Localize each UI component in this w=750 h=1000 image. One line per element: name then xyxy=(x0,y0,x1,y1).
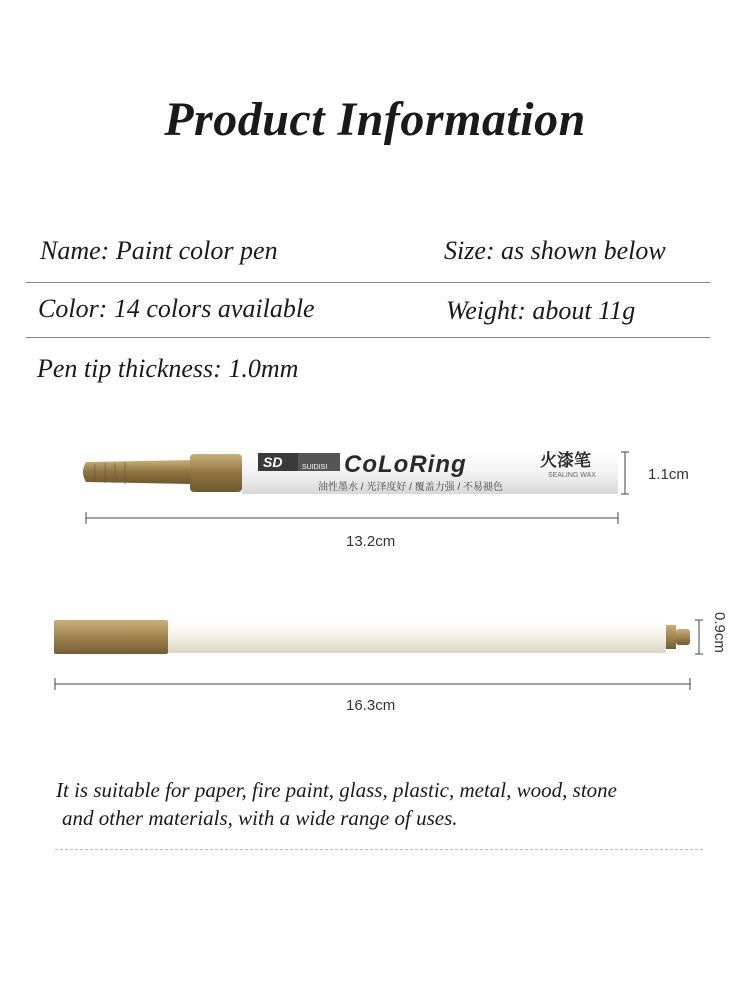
page-title: Product Information xyxy=(164,93,586,146)
divider-2 xyxy=(26,337,710,338)
info-size: Size: as shown below xyxy=(444,236,666,265)
pen-english-name: SEALING WAX xyxy=(548,472,596,479)
pen-1-length: 13.2cm xyxy=(346,533,396,550)
brand-badge-text: SD xyxy=(263,454,283,470)
pen-2-neck xyxy=(666,625,676,649)
info-tip: Pen tip thickness: 1.0mm xyxy=(37,354,299,383)
divider-1 xyxy=(26,282,710,283)
pen-2-illustration xyxy=(0,600,750,720)
pen-1-illustration xyxy=(0,420,750,560)
info-weight: Weight: about 11g xyxy=(446,296,636,325)
pen-2-length: 16.3cm xyxy=(346,697,396,714)
info-color: Color: 14 colors available xyxy=(38,294,315,323)
info-name: Name: Paint color pen xyxy=(40,236,278,265)
pen-1-diameter: 1.1cm xyxy=(648,466,689,483)
brand-sub-text: SUIDISI xyxy=(302,464,328,471)
pen-2-tip xyxy=(676,629,690,645)
pen-logo: CoLoRing xyxy=(344,451,467,478)
usage-description-line-1: It is suitable for paper, fire paint, glass, plastic, metal, wood, stone xyxy=(56,778,617,802)
pen-2-barrel xyxy=(168,621,666,653)
pen-2-diameter: 0.9cm xyxy=(711,612,728,653)
usage-description-line-2: and other materials, with a wide range of uses. xyxy=(62,806,458,830)
pen-chinese-name: 火漆笔 xyxy=(540,451,591,470)
pen-1-collar xyxy=(190,454,242,492)
pen-1-cap xyxy=(83,460,190,484)
pen-features: 油性墨水 / 光泽度好 / 覆盖力强 / 不易褪色 xyxy=(318,482,504,493)
dashed-divider xyxy=(55,849,703,850)
